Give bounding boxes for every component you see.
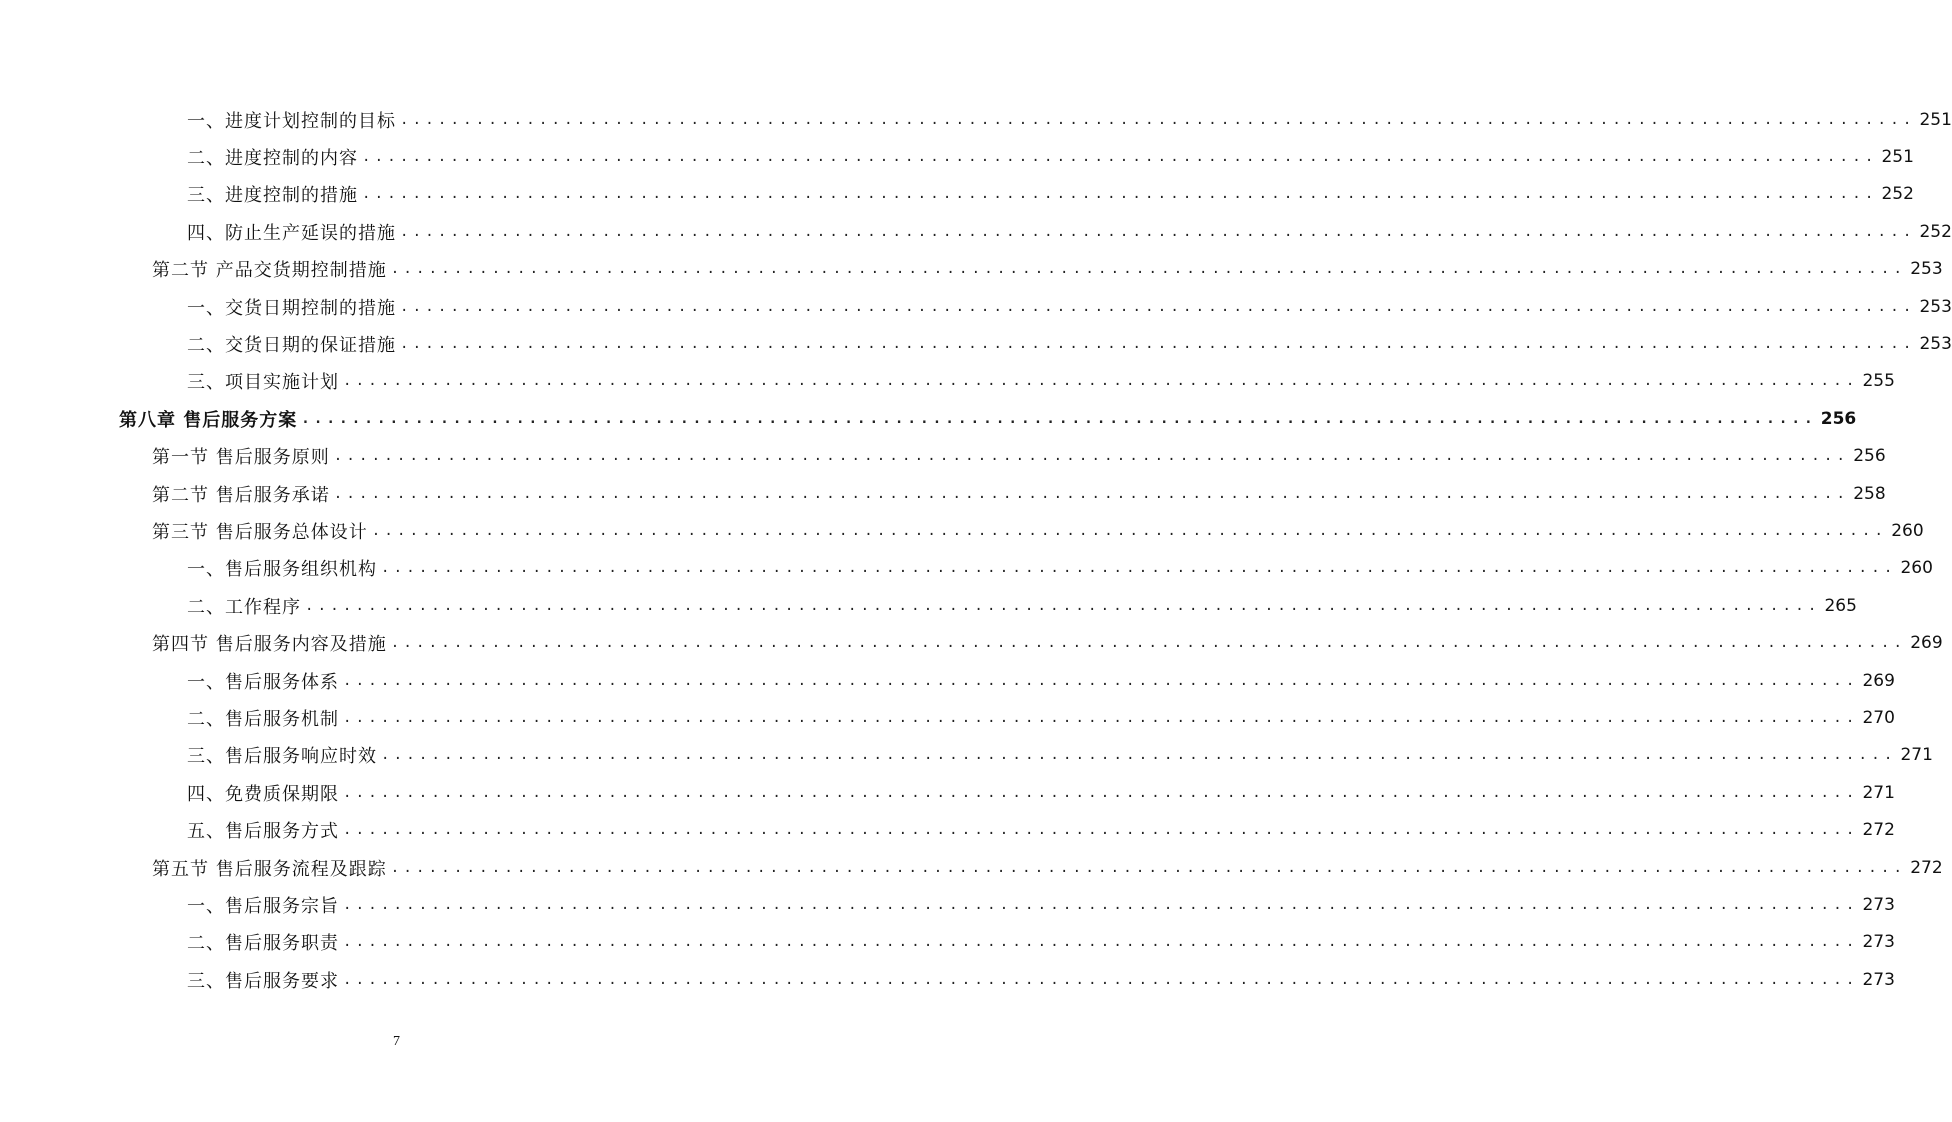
toc-entry-page-number: 260 [1891,520,1924,541]
toc-entry-title: 三、项目实施计划 [187,372,339,394]
toc-dot-leader: ........................................................................................................................ [362,149,1878,166]
page-number: 7 [393,1034,400,1049]
toc-dot-leader: ........................................................................................................................ [400,223,1916,240]
toc-dot-leader: ........................................................................................................................ [390,261,1907,278]
toc-entry-title: 第三节 售后服务总体设计 [152,521,368,543]
toc-entry-page-number: 256 [1853,446,1886,467]
toc-entry-page-number: 271 [1900,745,1933,766]
toc-subsection-entry[interactable] [0,363,1895,400]
toc-entry-page-number: 253 [1919,296,1952,317]
toc-entry-page-number: 251 [1881,147,1914,168]
toc-dot-leader: ........................................................................................................................ [381,747,1897,764]
toc-entry-page-number: 253 [1919,334,1952,355]
toc-entry-title: 第五节 售后服务流程及跟踪 [152,858,387,880]
toc-entry-title: 一、售后服务体系 [187,671,339,693]
toc-entry-page-number: 258 [1853,483,1886,504]
toc-entry-title: 第八章 售后服务方案 [119,409,298,431]
toc-subsection-entry[interactable] [0,101,1952,138]
toc-entry-page-number: 269 [1910,633,1943,654]
toc-entry-page-number: 269 [1862,670,1895,691]
toc-entry-title: 二、进度控制的内容 [187,148,358,170]
toc-dot-leader: ........................................................................................................................ [400,111,1916,128]
toc-subsection-entry[interactable] [0,587,1857,624]
toc-entry-page-number: 252 [1919,221,1952,242]
toc-subsection-entry[interactable] [0,774,1895,811]
toc-entry-page-number: 251 [1919,109,1952,130]
toc-entry-title: 四、免费质保期限 [187,783,339,805]
toc-entry-title: 第一节 售后服务原则 [152,447,330,469]
toc-dot-leader: ........................................................................................................................ [343,784,1859,801]
toc-dot-leader: ........................................................................................................................ [343,672,1859,689]
toc-entry-page-number: 256 [1820,408,1857,429]
toc-section-entry[interactable] [0,512,1924,549]
toc-entry-title: 一、售后服务组织机构 [187,559,377,581]
toc-dot-leader: ........................................................................................................................ [343,709,1859,726]
toc-entry-page-number: 252 [1881,184,1914,205]
toc-entry-title: 二、售后服务机制 [187,708,339,730]
toc-entry-title: 二、交货日期的保证措施 [187,335,396,357]
toc-subsection-entry[interactable] [0,138,1914,175]
toc-subsection-entry[interactable] [0,550,1933,587]
toc-entry-title: 三、售后服务要求 [187,970,339,992]
toc-entry-title: 一、交货日期控制的措施 [187,297,396,319]
toc-entry-page-number: 272 [1910,857,1943,878]
toc-dot-leader: ........................................................................................................................ [333,485,1850,502]
toc-chapter-entry[interactable] [0,400,1857,437]
toc-entry-title: 二、工作程序 [187,596,301,618]
toc-entry-page-number: 271 [1862,782,1895,803]
toc-subsection-entry[interactable] [0,886,1895,923]
toc-entry-page-number: 273 [1862,894,1895,915]
toc-entry-title: 第二节 售后服务承诺 [152,484,330,506]
toc-dot-leader: ........................................................................................................................ [400,336,1916,353]
toc-dot-leader: ........................................................................................................................ [343,373,1859,390]
toc-subsection-entry[interactable] [0,662,1895,699]
toc-entry-title: 五、售后服务方式 [187,821,339,843]
toc-subsection-entry[interactable] [0,325,1952,362]
toc-dot-leader: ........................................................................................................................ [301,410,1817,427]
toc-section-entry[interactable] [0,251,1943,288]
toc-subsection-entry[interactable] [0,176,1914,213]
toc-entry-title: 三、进度控制的措施 [187,185,358,207]
toc-subsection-entry[interactable] [0,699,1895,736]
toc-section-entry[interactable] [0,475,1886,512]
toc-entry-page-number: 273 [1862,932,1895,953]
toc-dot-leader: ........................................................................................................................ [333,448,1850,465]
toc-dot-leader: ........................................................................................................................ [390,859,1907,876]
toc-dot-leader: ........................................................................................................................ [305,597,1821,614]
toc-dot-leader: ........................................................................................................................ [400,298,1916,315]
toc-dot-leader: ........................................................................................................................ [343,896,1859,913]
toc-subsection-entry[interactable] [0,811,1895,848]
toc-subsection-entry[interactable] [0,737,1933,774]
toc-subsection-entry[interactable] [0,288,1952,325]
toc-dot-leader: ........................................................................................................................ [390,635,1907,652]
toc-entry-title: 三、售后服务响应时效 [187,746,377,768]
toc-entry-page-number: 270 [1862,707,1895,728]
toc-dot-leader: ........................................................................................................................ [381,560,1897,577]
toc-entry-title: 四、防止生产延误的措施 [187,222,396,244]
toc-section-entry[interactable] [0,624,1943,661]
toc-dot-leader: ........................................................................................................................ [371,522,1888,539]
toc-entry-title: 一、进度计划控制的目标 [187,110,396,132]
toc-section-entry[interactable] [0,849,1943,886]
toc-dot-leader: ........................................................................................................................ [362,186,1878,203]
toc-subsection-entry[interactable] [0,961,1895,998]
toc-entry-page-number: 272 [1862,820,1895,841]
toc-entry-title: 一、售后服务宗旨 [187,895,339,917]
toc-entry-page-number: 265 [1824,595,1857,616]
toc-entry-title: 第四节 售后服务内容及措施 [152,634,387,656]
toc-entry-title: 第二节 产品交货期控制措施 [152,260,387,282]
table-of-contents [0,101,1952,998]
toc-entry-page-number: 253 [1910,259,1943,280]
toc-entry-page-number: 260 [1900,558,1933,579]
toc-dot-leader: ........................................................................................................................ [343,934,1859,951]
toc-dot-leader: ........................................................................................................................ [343,971,1859,988]
toc-dot-leader: ........................................................................................................................ [343,822,1859,839]
toc-section-entry[interactable] [0,438,1886,475]
toc-subsection-entry[interactable] [0,213,1952,250]
toc-entry-page-number: 273 [1862,969,1895,990]
toc-entry-title: 二、售后服务职责 [187,933,339,955]
toc-entry-page-number: 255 [1862,371,1895,392]
toc-subsection-entry[interactable] [0,924,1895,961]
